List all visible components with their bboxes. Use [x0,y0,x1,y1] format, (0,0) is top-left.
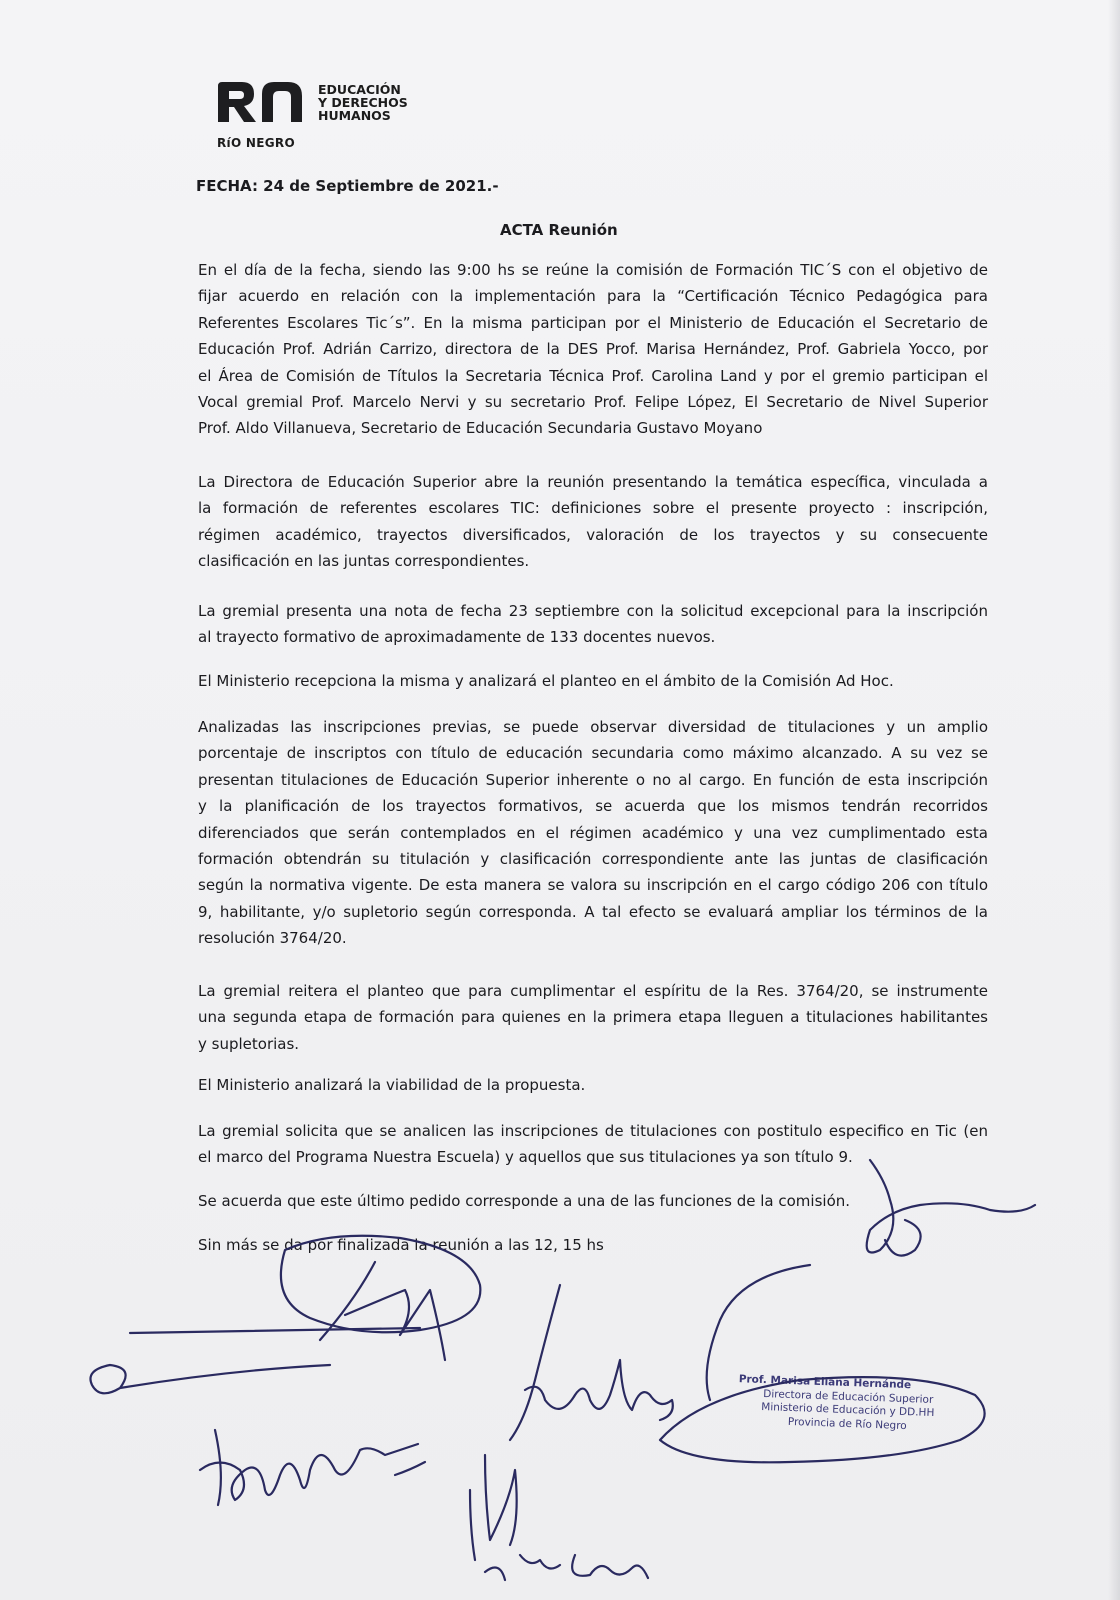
paragraph-second-stage [198,978,988,1057]
logo-department-line: EDUCACIÓN [318,82,401,97]
paragraph-ministry-receives [198,668,988,694]
paragraph-line: La gremial presenta una nota de fecha 23 septiembre con la solicitud excepcional para la inscripción [198,602,988,620]
paragraph-line: fijar acuerdo en relación con la implementación para la “Certificación Técnico Pedagógica para [198,287,988,306]
paragraph-line: En el día de la fecha, siendo las 9:00 hs se reúne la comisión de Formación TIC´S con el objetivo de [198,261,988,279]
paragraph-union-note [198,598,988,651]
paragraph-line: El Ministerio analizará la viabilidad de la propuesta. [198,1076,586,1094]
paragraph-analysis [198,714,988,952]
date-text: FECHA: 24 de Septiembre de 2021.- [196,177,499,195]
paragraph-line: Sin más se da por finalizada la reunión a las 12, 15 hs [198,1236,604,1254]
signature-1-underline [130,1328,420,1333]
paragraph-line: el Área de Comisión de Títulos la Secretaria Técnica Prof. Carolina Land y por el gremio participan el [198,366,988,385]
logo-region-name: RíO NEGRO [217,136,295,150]
signature-1-stroke [320,1262,445,1360]
paragraph-line: según la normativa vigente. De esta manera se valora su inscripción en el cargo código 206 con título [198,876,988,895]
institution-logo [216,80,436,152]
paragraph-line: porcentaje de inscriptos con título de educación secundaria como máximo alcanzado. A su vez se [198,744,988,763]
paragraph-postitulo [198,1118,988,1171]
official-stamp [737,1373,959,1435]
paragraph-line: 9, habilitante, y/o supletorio según corresponda. A tal efecto se evaluará ampliar los términos de la [198,902,988,921]
paragraph-line: y la planificación de los trayectos formativos, se acuerda que los mismos tendrán recorridos [198,797,988,816]
logo-department [318,83,458,122]
paragraph-line: Analizadas las inscripciones previas, se puede observar diversidad de titulaciones y un amplio [198,718,988,736]
signature-4-lower [470,1455,517,1560]
paragraph-closing [198,1232,988,1258]
paragraph-line: Educación Prof. Adrián Carrizo, directora de la DES Prof. Marisa Hernández, Prof. Gabriela Yocco, por [198,340,988,359]
signature-3-tail [395,1462,425,1475]
paragraph-line: diferenciados que serán contemplados en el régimen académico y una vez cumplimentado esta [198,823,988,842]
rn-logo-mark [216,80,304,124]
paragraph-viability [198,1072,988,1098]
document-title: ACTA Reunión [500,221,618,239]
document-date [196,177,499,195]
paragraph-line: La gremial reitera el planteo que para cumplimentar el espíritu de la Res. 3764/20, se instrumente [198,982,988,1000]
paragraph-agreement [198,1188,988,1214]
paragraph-line: La gremial solicita que se analicen las inscripciones de titulaciones con postitulo especifico en Tic (en [198,1122,988,1140]
paragraph-line: resolución 3764/20. [198,929,347,948]
paragraph-line: al trayecto formativo de aproximadamente de 133 docentes nuevos. [198,628,716,647]
paragraph-line: formación obtendrán su titulación y clasificación correspondiente ante las juntas de clasificación [198,850,988,869]
paragraph-line: clasificación en las juntas correspondientes. [198,552,530,571]
paragraph-opening [198,469,988,575]
paragraph-line: Referentes Escolares Tic´s”. En la misma participan por el Ministerio de Educación el Secretario de [198,313,988,332]
paragraph-line: Se acuerda que este último pedido corresponde a una de las funciones de la comisión. [198,1192,851,1210]
signature-3 [200,1430,418,1505]
paragraph-line: Vocal gremial Prof. Marcelo Nervi y su secretario Prof. Felipe López, El Secretario de Nivel Superior [198,393,988,412]
paragraph-line: una segunda etapa de formación para quienes en la primera etapa lleguen a titulaciones habilitantes [198,1008,988,1027]
stamp-line: Directora de Educación Superior [763,1387,934,1406]
paragraph-line: Prof. Aldo Villanueva, Secretario de Educación Secundaria Gustavo Moyano [198,419,763,438]
signature-4 [510,1285,673,1440]
paragraph-participants [198,257,988,442]
signature-4-text [485,1555,648,1580]
logo-department-line: HUMANOS [318,108,391,123]
signature-2 [90,1365,330,1393]
stamp-line: Provincia de Río Negro [787,1415,907,1432]
paragraph-line: régimen académico, trayectos diversificados, valoración de los trayectos y su consecuente [198,525,988,544]
stamp-name: Prof. Marisa Eliana Hernánde [738,1373,912,1392]
paragraph-line: la formación de referentes escolares TIC: definiciones sobre el presente proyecto : inscripción, [198,499,988,518]
logo-department-line: Y DERECHOS [318,95,408,110]
page-shadow-edge [1108,0,1120,1600]
paragraph-line: El Ministerio recepciona la misma y analizará el planteo en el ámbito de la Comisión Ad Hoc. [198,672,894,690]
paragraph-line: presentan titulaciones de Educación Superior inherente o no al cargo. En función de esta inscripción [198,770,988,789]
paragraph-line: La Directora de Educación Superior abre la reunión presentando la temática específica, vinculada a [198,473,988,491]
paragraph-line: y supletorias. [198,1034,300,1053]
paragraph-line: el marco del Programa Nuestra Escuela) y aquellos que sus titulaciones ya son título 9. [198,1148,853,1167]
stamp-line: Ministerio de Educación y DD.HH [761,1400,935,1420]
